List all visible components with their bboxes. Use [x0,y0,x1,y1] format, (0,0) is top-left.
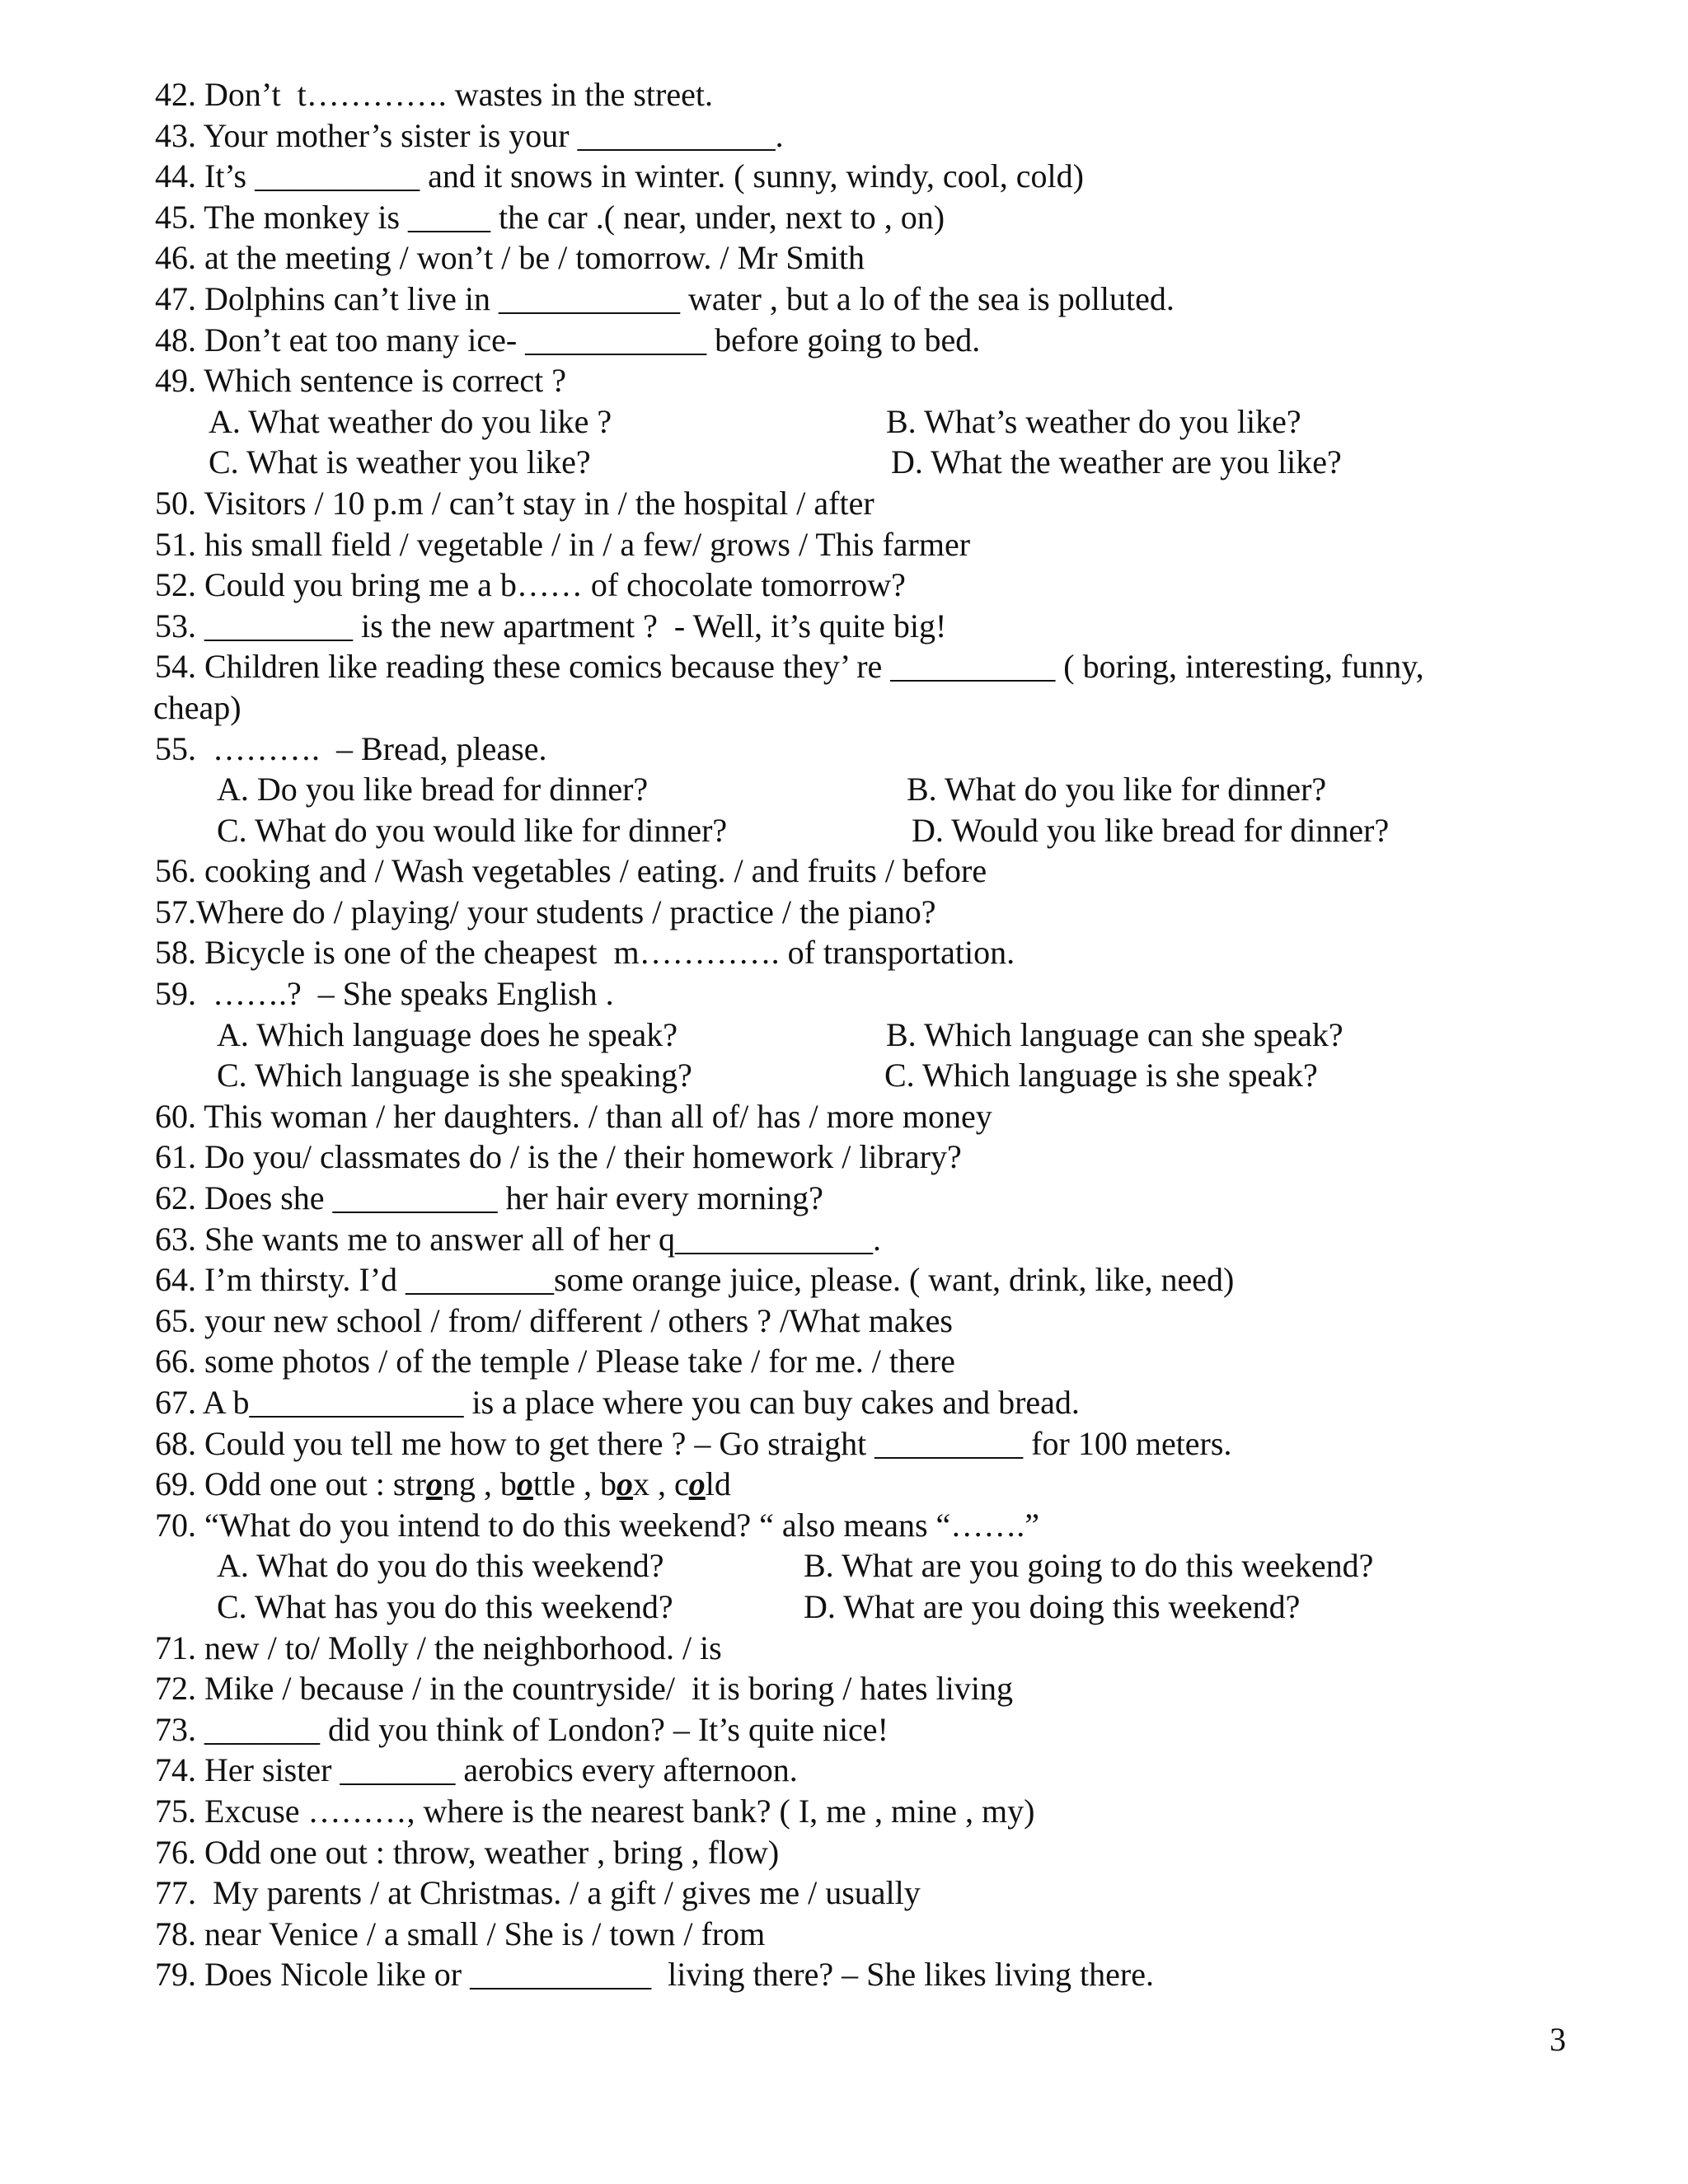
word-part: ng [442,1465,476,1503]
answer-options-row [155,1545,1573,1586]
question-line: 54. Children like reading these comics because they’ re __________ ( boring, interesting, funny, [155,648,1424,686]
question-line: 51. his small field / vegetable / in / a few/ grows / This farmer [155,525,971,563]
word-part: str [392,1465,426,1503]
answer-options-row [155,401,1573,443]
question-line: 71. new / to/ Molly / the neighborhood. / is [155,1629,722,1666]
question-prefix: 69. Odd one out : [155,1465,393,1503]
question-line: 58. Bicycle is one of the cheapest m…………. of transportation. [155,934,1015,972]
answer-option: B. What’s weather do you like? [886,402,1301,440]
odd-one-out-word [500,1465,575,1502]
word-part: ttle [532,1465,575,1503]
answer-option: A. What weather do you like ? [209,402,612,440]
answer-option: C. What has you do this weekend? [217,1587,673,1625]
answer-option: C. Which language is she speak? [884,1057,1318,1094]
question-line: 52. Could you bring me a b…… of chocolate tomorrow? [155,566,906,604]
question-line: 62. Does she __________ her hair every morning? [155,1179,823,1217]
answer-option: D. What the weather are you like? [891,443,1342,481]
question-line: 43. Your mother’s sister is your ____________. [155,116,784,154]
answer-option: C. What do you would like for dinner? [217,811,728,849]
word-part: c [673,1465,689,1503]
odd-one-out-word [393,1465,476,1502]
question-line: 64. I’m thirsty. I’d _________some orange juice, please. ( want, drink, like, need) [155,1261,1235,1299]
question-line: 50. Visitors / 10 p.m / can’t stay in / the hospital / after [155,484,874,522]
emphasized-letter: o [616,1465,633,1503]
question-line: 70. “What do you intend to do this weekend? “ also means “…….” [155,1506,1040,1544]
emphasized-letter: o [688,1465,706,1503]
question-line: 60. This woman / her daughters. / than all of/ has / more money [155,1097,992,1135]
answer-option: A. What do you do this weekend? [217,1547,664,1585]
answer-option: B. What do you like for dinner? [907,771,1327,808]
odd-one-out-word [600,1465,649,1502]
question-line: 63. She wants me to answer all of her q____________. [155,1220,881,1258]
question-line: 59. …….? – She speaks English . [155,975,614,1013]
question-line: 73. _______ did you think of London? – It’s quite nice! [155,1710,889,1748]
question-list [155,74,1573,1995]
question-continuation: cheap) [153,688,241,726]
answer-options-row [155,442,1573,483]
answer-options-row [155,810,1573,851]
question-line: 72. Mike / because / in the countryside/ it is boring / hates living [155,1670,1013,1708]
question-line: 67. A b_____________ is a place where you can buy cakes and bread. [155,1384,1080,1421]
question-line: 45. The monkey is _____ the car .( near, under, next to , on) [155,198,945,236]
answer-option: D. What are you doing this weekend? [804,1587,1301,1625]
answer-options-row [155,1015,1573,1056]
question-line: 56. cooking and / Wash vegetables / eating. / and fruits / before [155,852,987,890]
answer-option: B. What are you going to do this weekend? [804,1547,1374,1585]
question-line: 42. Don’t t…………. wastes in the street. [155,76,713,113]
answer-option: A. Do you like bread for dinner? [217,771,649,808]
odd-one-out-word [674,1465,731,1502]
question-line: 78. near Venice / a small / She is / town / from [155,1915,766,1952]
emphasized-letter: o [516,1465,533,1503]
question-line: 66. some photos / of the temple / Please take / for me. / there [155,1343,955,1380]
question-line: 77. My parents / at Christmas. / a gift / gives me / usually [155,1874,921,1912]
word-part: b [599,1465,617,1503]
question-line: 57.Where do / playing/ your students / practice / the piano? [155,893,936,930]
answer-options-row [155,769,1573,810]
answer-options-row [155,1055,1573,1096]
answer-options-row [155,1586,1573,1628]
word-part: ld [705,1465,731,1503]
question-line: 53. _________ is the new apartment ? - Well, it’s quite big! [155,607,947,644]
question-line: 49. Which sentence is correct ? [155,362,567,400]
answer-option: C. What is weather you like? [209,443,591,481]
page-number: 3 [1550,2021,1566,2058]
answer-option: A. Which language does he speak? [217,1015,678,1053]
answer-option: C. Which language is she speaking? [217,1057,692,1094]
question-line: 44. It’s __________ and it snows in winter. ( sunny, windy, cool, cold) [155,157,1084,195]
answer-option: B. Which language can she speak? [886,1015,1343,1053]
question-line: 74. Her sister _______ aerobics every afternoon. [155,1751,798,1789]
question-line: 47. Dolphins can’t live in ___________ water , but a lo of the sea is polluted. [155,279,1175,317]
question-line: 55. ………. – Bread, please. [155,729,547,767]
question-line: 76. Odd one out : throw, weather , bring , flow) [155,1833,780,1871]
question-line: 75. Excuse ………, where is the nearest bank? ( I, me , mine , my) [155,1792,1035,1830]
question-line: 46. at the meeting / won’t / be / tomorrow. / Mr Smith [155,239,865,277]
word-part: x [632,1465,649,1503]
word-part: b [499,1465,517,1503]
question-line-odd-one-out: 69. Odd one out : strong , bottle , box , cold [155,1465,731,1503]
question-line: 48. Don’t eat too many ice- ___________ before going to bed. [155,321,981,359]
question-line: 79. Does Nicole like or ___________ living there? – She likes living there. [155,1956,1154,1994]
emphasized-letter: o [425,1465,443,1503]
question-line: 65. your new school / from/ different / others ? /What makes [155,1301,953,1339]
question-line: 68. Could you tell me how to get there ? – Go straight _________ for 100 meters. [155,1424,1232,1462]
question-line: 61. Do you/ classmates do / is the / their homework / library? [155,1138,962,1176]
answer-option: D. Would you like bread for dinner? [912,811,1390,849]
